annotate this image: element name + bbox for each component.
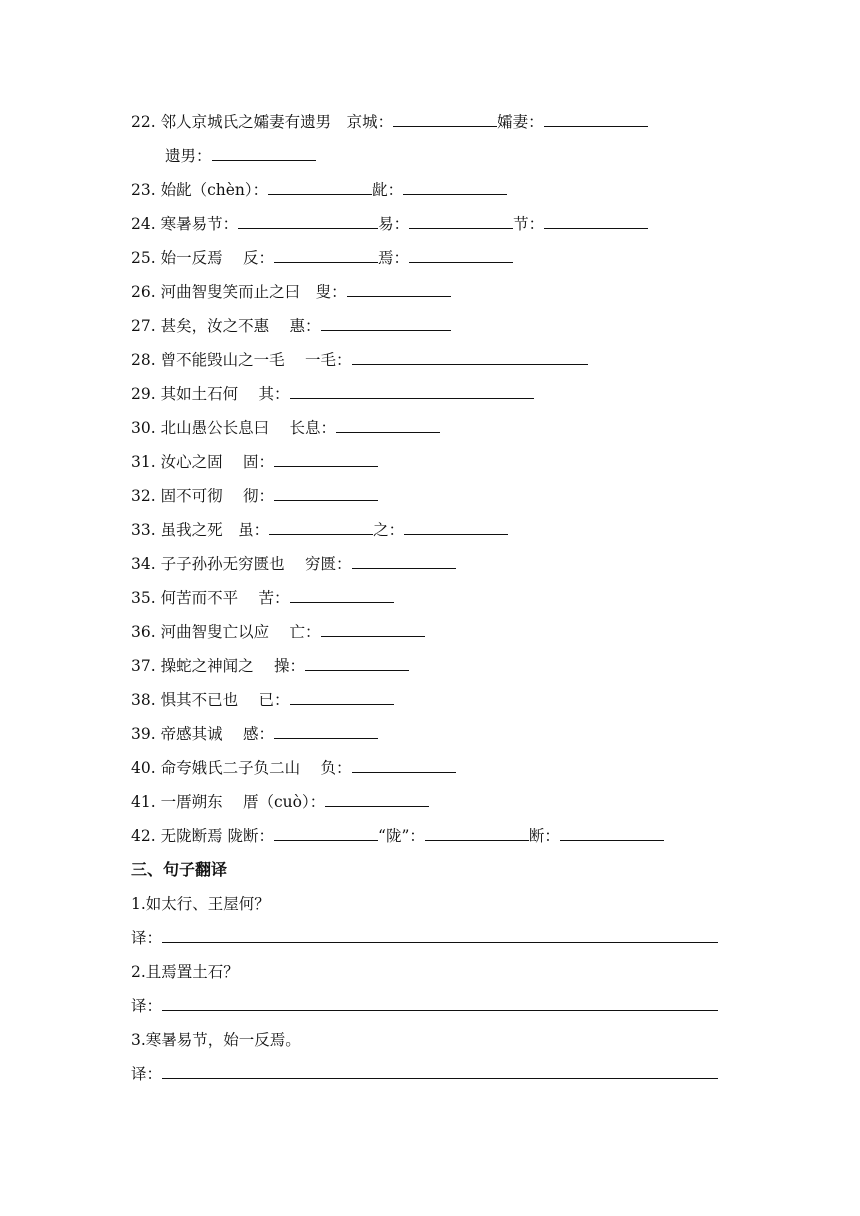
prompt-text: 遗男： [165,147,212,165]
exercise-line [131,245,513,271]
prompt-text: 29. 其如土石何 其： [131,385,290,403]
answer-blank[interactable] [409,246,513,263]
prompt-text: 41. 一厝朔东 厝（cuò）： [131,793,326,811]
answer-blank[interactable] [404,518,508,535]
answer-blank[interactable] [162,1062,718,1079]
answer-blank[interactable] [269,518,373,535]
exercise-line [131,1027,301,1053]
prompt-text: 译： [131,929,163,947]
exercise-line [131,347,588,373]
prompt-text: 27. 甚矣，汝之不惠 惠： [131,317,321,335]
exercise-line [131,789,429,815]
answer-blank[interactable] [290,688,394,705]
prompt-text: 2.且焉置土石？ [131,963,239,981]
prompt-text: “陇”： [378,827,425,845]
exercise-line [131,449,378,475]
exercise-line [131,415,440,441]
prompt-text: 1.如太行、王屋何？ [131,895,270,913]
prompt-text: 22. 邻人京城氏之孀妻有遗男 京城： [131,113,394,131]
answer-blank[interactable] [274,450,378,467]
exercise-line [131,891,270,917]
prompt-text: 37. 操蛇之神闻之 操： [131,657,306,675]
prompt-text: 译： [131,997,163,1015]
prompt-text: 34. 子子孙孙无穷匮也 穷匮： [131,555,352,573]
exercise-line [131,755,456,781]
prompt-text: 42. 无陇断焉 陇断： [131,827,275,845]
prompt-text: 焉： [378,249,410,267]
answer-blank[interactable] [544,212,648,229]
answer-blank[interactable] [321,620,425,637]
answer-blank[interactable] [352,756,456,773]
prompt-text: 32. 固不可彻 彻： [131,487,275,505]
prompt-text: 断： [528,827,560,845]
prompt-text: 26. 河曲智叟笑而止之曰 叟： [131,283,347,301]
prompt-text: 39. 帝感其诚 感： [131,725,275,743]
answer-blank[interactable] [238,212,378,229]
exercise-line [131,381,534,407]
answer-blank[interactable] [409,212,513,229]
exercise-line [131,211,648,237]
prompt-text: 译： [131,1065,163,1083]
answer-blank[interactable] [352,552,456,569]
answer-blank[interactable] [544,110,648,127]
answer-blank[interactable] [321,314,451,331]
exercise-line [131,313,451,339]
exercise-line [131,279,451,305]
answer-blank[interactable] [268,178,372,195]
prompt-text: 之： [373,521,405,539]
exercise-line [131,959,239,985]
exercise-line [165,143,316,169]
prompt-text: 三、句子翻译 [131,860,228,879]
answer-blank[interactable] [393,110,497,127]
answer-blank[interactable] [274,824,378,841]
prompt-text: 3.寒暑易节，始一反焉。 [131,1031,301,1049]
answer-blank[interactable] [560,824,664,841]
answer-blank[interactable] [425,824,529,841]
prompt-text: 节： [513,215,545,233]
exercise-line [131,993,718,1019]
prompt-text: 龀： [372,181,404,199]
prompt-text: 易： [378,215,410,233]
prompt-text: 24. 寒暑易节： [131,215,239,233]
answer-blank[interactable] [305,654,409,671]
prompt-text: 33. 虽我之死 虽： [131,521,270,539]
exercise-line [131,483,378,509]
prompt-text: 38. 惧其不已也 已： [131,691,290,709]
exercise-line [131,823,664,849]
answer-blank[interactable] [325,790,429,807]
exercise-line [131,109,648,135]
prompt-text: 30. 北山愚公长息曰 长息： [131,419,337,437]
answer-blank[interactable] [347,280,451,297]
answer-blank[interactable] [274,484,378,501]
exercise-line [131,619,425,645]
section-heading [131,857,227,883]
exercise-line [131,517,508,543]
answer-blank[interactable] [290,382,534,399]
exercise-line [131,653,409,679]
answer-blank[interactable] [336,416,440,433]
answer-blank[interactable] [212,144,316,161]
exercise-line [131,1061,718,1087]
prompt-text: 25. 始一反焉 反： [131,249,275,267]
exercise-line [131,177,507,203]
prompt-text: 31. 汝心之固 固： [131,453,275,471]
prompt-text: 28. 曾不能毁山之一毛 一毛： [131,351,352,369]
answer-blank[interactable] [290,586,394,603]
exercise-line [131,585,394,611]
exercise-line [131,687,394,713]
prompt-text: 36. 河曲智叟亡以应 亡： [131,623,321,641]
answer-blank[interactable] [162,926,718,943]
prompt-text: 40. 命夸娥氏二子负二山 负： [131,759,352,777]
exercise-line [131,925,718,951]
prompt-text: 35. 何苦而不平 苦： [131,589,290,607]
prompt-text: 23. 始龀（chèn）： [131,181,269,199]
exercise-line [131,551,456,577]
answer-blank[interactable] [403,178,507,195]
answer-blank[interactable] [274,246,378,263]
exercise-line [131,721,378,747]
answer-blank[interactable] [352,348,588,365]
answer-blank[interactable] [162,994,718,1011]
answer-blank[interactable] [274,722,378,739]
prompt-text: 孀妻： [497,113,544,131]
